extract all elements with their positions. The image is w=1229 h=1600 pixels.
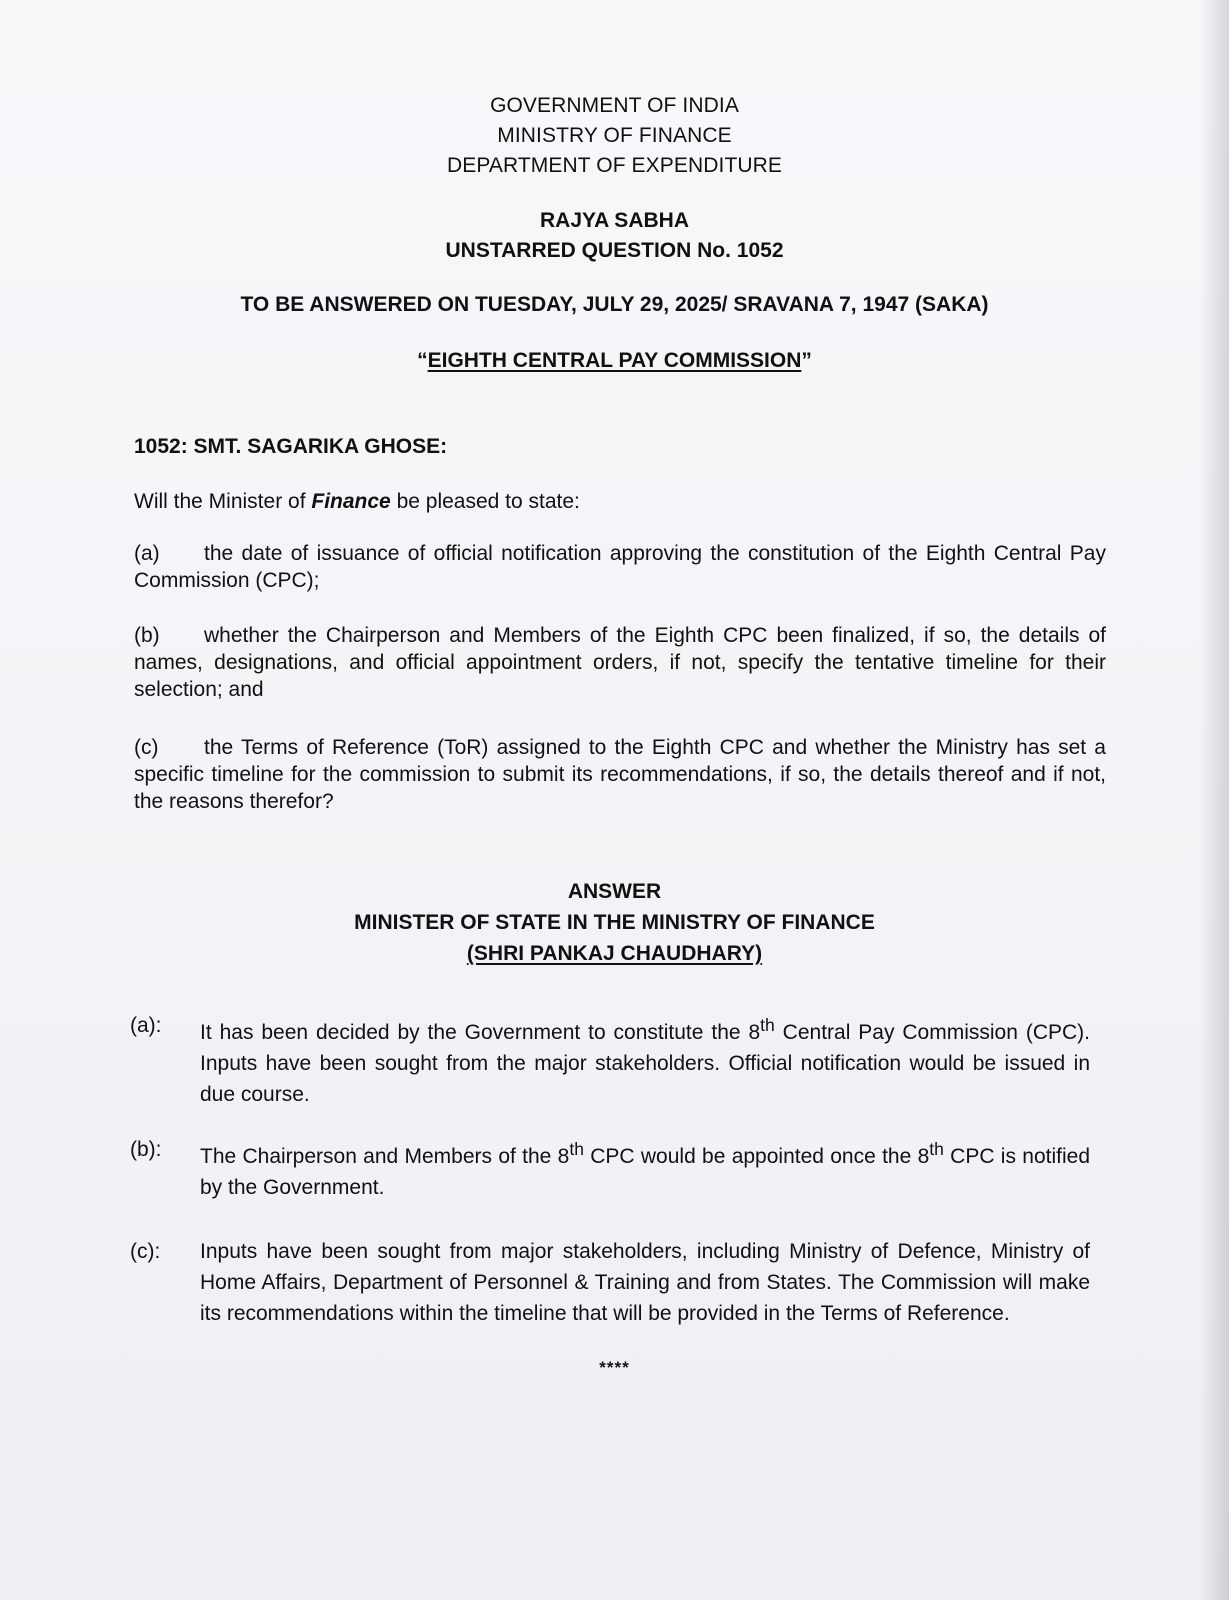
subject-title xyxy=(0,346,1229,376)
answer-heading-block xyxy=(0,876,1229,969)
answer-text-segment: Central Pay Commission (CPC). Inputs have been sought from the major stakeholders. Official notification would be issued in due course. xyxy=(200,1021,1090,1106)
ordinal-superscript: th xyxy=(929,1139,944,1159)
answer-part-b xyxy=(130,1134,1090,1203)
answer-part-label: (c): xyxy=(130,1240,161,1263)
header-government: GOVERNMENT OF INDIA xyxy=(490,94,739,117)
answer-text-segment: CPC is notified by the Government. xyxy=(200,1145,1090,1199)
answer-text-segment: It has been decided by the Government to constitute the 8 xyxy=(200,1021,761,1044)
question-head: 1052: SMT. SAGARIKA GHOSE: xyxy=(134,435,448,458)
minister-name: (SHRI PANKAJ CHAUDHARY) xyxy=(466,942,763,965)
header-ministry: MINISTRY OF FINANCE xyxy=(497,124,732,147)
ordinal-superscript: th xyxy=(760,1015,775,1035)
question-part-a xyxy=(134,540,1106,594)
document-header xyxy=(0,91,1229,181)
answer-part-text xyxy=(200,1236,1090,1329)
answer-part-c xyxy=(130,1236,1090,1329)
question-part-marker: (b) xyxy=(134,624,160,647)
question-part-text: the Terms of Reference (ToR) assigned to the Eighth CPC and whether the Ministry has set a specific timeline for the commission to submit its recommendations, if so, the details thereof and if not, the reasons therefor? xyxy=(134,736,1106,813)
subject-open-quote: “ xyxy=(417,349,428,372)
question-part-text: whether the Chairperson and Members of the Eighth CPC been finalized, if so, the details of names, designations, and official appointment orders, if not, specify the tentative timeline for their selection; and xyxy=(134,624,1106,701)
answer-part-text xyxy=(200,1010,1090,1110)
question-part-marker: (a) xyxy=(134,542,160,565)
question-intro-after: be pleased to state: xyxy=(390,490,580,513)
answer-text-segment: Inputs have been sought from major stakeholders, including Ministry of Defence, Ministry of Home Affairs, Department of Personnel & Training and from States. The Commission will make its recommendations within the timeline that will be provided in the Terms of Reference. xyxy=(200,1240,1090,1325)
question-part-c xyxy=(134,734,1106,815)
house-block xyxy=(0,206,1229,266)
header-department: DEPARTMENT OF EXPENDITURE xyxy=(446,154,783,177)
answer-part-label: (a): xyxy=(130,1014,162,1037)
answer-text-segment: The Chairperson and Members of the 8 xyxy=(200,1145,570,1168)
answer-date: TO BE ANSWERED ON TUESDAY, JULY 29, 2025/ SRAVANA 7, 1947 (SAKA) xyxy=(240,293,989,316)
minister-title: MINISTER OF STATE IN THE MINISTRY OF FINANCE xyxy=(354,911,875,934)
question-intro-emphasis: Finance xyxy=(311,490,391,513)
question-intro xyxy=(134,490,580,514)
ordinal-superscript: th xyxy=(569,1139,584,1159)
answer-part-label: (b): xyxy=(130,1138,162,1161)
answer-heading: ANSWER xyxy=(567,880,662,903)
question-intro-before: Will the Minister of xyxy=(134,490,312,513)
question-number: UNSTARRED QUESTION No. 1052 xyxy=(445,239,784,262)
answer-part-text xyxy=(200,1134,1090,1203)
house-name: RAJYA SABHA xyxy=(540,209,689,232)
end-marker: **** xyxy=(599,1358,630,1377)
answer-text-segment: CPC would be appointed once the 8 xyxy=(583,1145,930,1168)
subject-close-quote: ” xyxy=(801,349,812,372)
question-part-marker: (c) xyxy=(134,736,159,759)
subject-text: EIGHTH CENTRAL PAY COMMISSION xyxy=(427,349,802,372)
question-part-b xyxy=(134,622,1106,703)
question-part-text: the date of issuance of official notification approving the constitution of the Eighth Central Pay Commission (CPC); xyxy=(134,542,1106,592)
answer-part-a xyxy=(130,1010,1090,1110)
